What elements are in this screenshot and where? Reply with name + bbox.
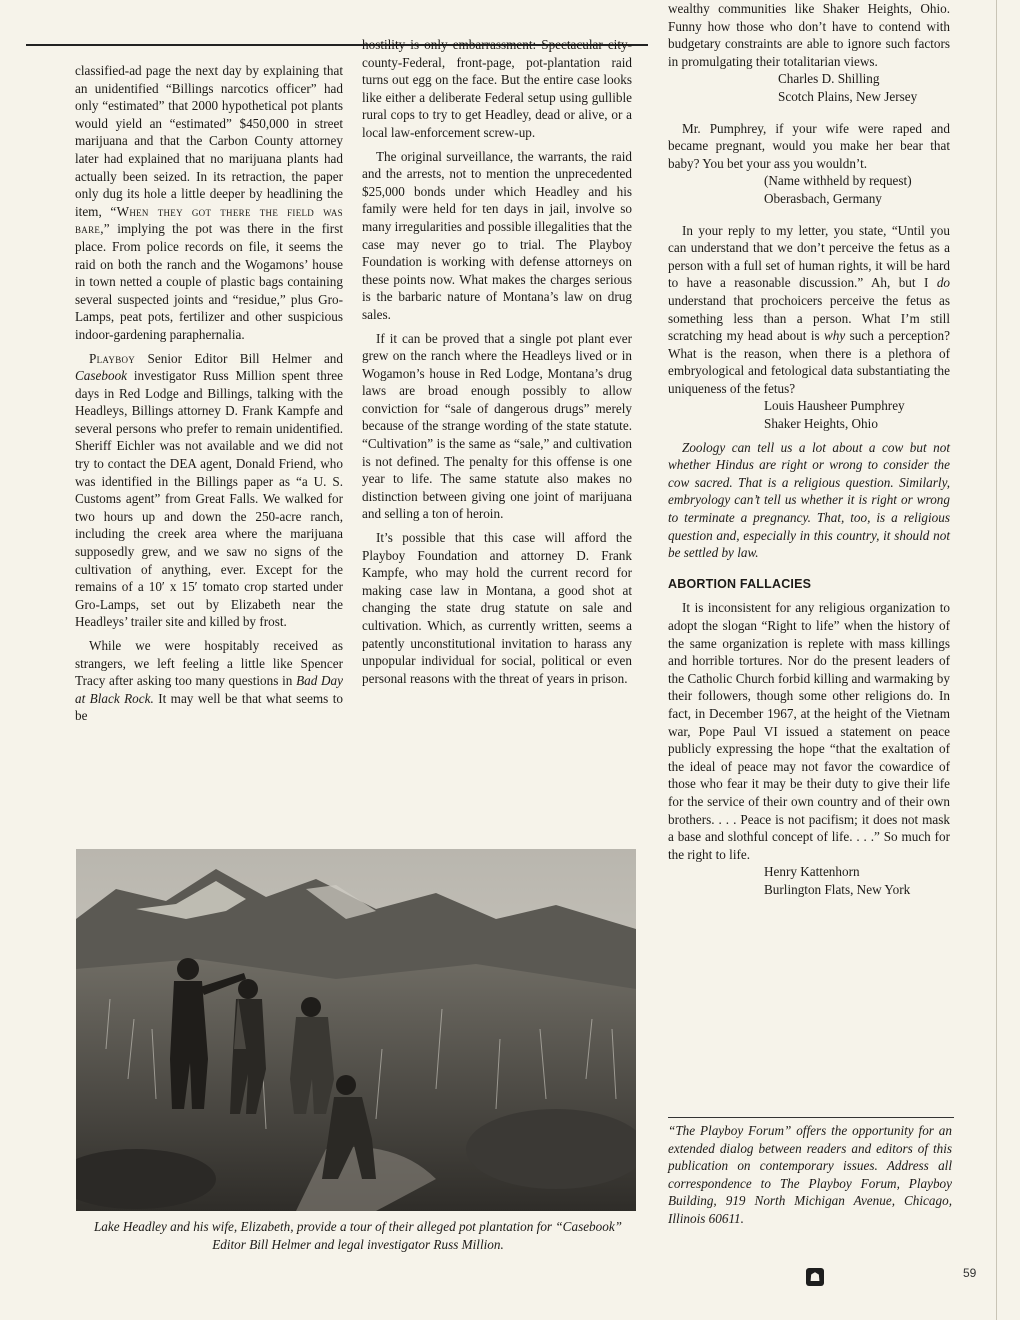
signature-place: Oberasbach, Germany: [764, 190, 882, 206]
column-1: [75, 62, 343, 725]
casebook-title: Casebook: [75, 368, 128, 384]
text-run: investigator Russ Million spent three days in Red Lodge and Billings, talking with the Headleys, Billings attorney D. Frank Kampfe and several persons who prefer to remain unidentified. Sheriff Eichler was not available and we did not try to contact the DEA agent, Donald Friend, who was identified in the Billings paper as “a U. S. Customs agent” from Great Falls. We walked for two hours up and down the 250-acre ranch, including the creek area where the marijuana supposedly grew, and we saw no signs of the cultivation of anything, ever. Except for the remains of a 10′ x 15′ tomato crop started under Gro-Lamps, set out by Elizabeth near the Headleys’ trailer site and killed by frost.: [75, 368, 343, 630]
film-title: Bad Day at Black Rock.: [75, 673, 343, 706]
col3-paragraph-4: It is inconsistent for any religious organization to adopt the slogan “Right to life” when the history of the same organization is replete with mass killings and horrible tortures. Nor do the present leaders of the Catholic Church forbid killing and warmaking by their followers, though some other religions do. In fact, in December 1967, at the height of the Vietnam war, Pope Paul VI issued a statement on peace publicly expressing the hope “that the exaltation of the ideal of peace may not favor the cowardice of those who fear it may be their duty to give their life for the service of their own country and of their own brothers. . . . Peace is not pacifism; it does not mask a base and slothful concept of life. . . .” So much for the right to life.: [668, 600, 950, 862]
text-run: Senior Editor Bill Helmer and: [135, 350, 343, 366]
signature-name: Henry Kattenhorn: [764, 864, 860, 880]
signature-name: Charles D. Shilling: [778, 71, 880, 87]
column-2: [362, 36, 632, 687]
photo-illustration: [76, 849, 636, 1211]
page-edge: [996, 0, 997, 1320]
signature-name: (Name withheld by request): [764, 173, 912, 189]
text-run: implying the pot was there in the first place. From police records on file, it seems the raid on both the ranch and the Wogamons’ house in town netted a couple of plastic bags containing several suspected joints and “residue,” plus Gro-Lamps, peat pots, fertilizer and other suspicious indoor-gardening paraphernalia.: [75, 221, 343, 342]
text-run: understand that prochoicers perceive the fetus as something less than a person. What I’m still scratching my head about is: [668, 292, 950, 344]
col2-paragraph-4: It’s possible that this case will afford the Playboy Foundation and attorney D. Frank Kampfe, who may hold the current record for making case law in Montana, a good shot at changing the state drug statute on sale and cultivation. Which, as currently written, seems a patently unconstitutional invitation to harass any unpopular individual for social, political or even personal reasons with the threat of years in prison.: [362, 530, 632, 686]
rabbit-head-logo-icon: ☗: [806, 1268, 824, 1286]
col2-paragraph-3: If it can be proved that a single pot plant ever grew on the ranch where the Headleys lived or in Wogamon’s house in Red Lodge, Montana’s drug laws are broad enough possibly to allow conviction for “sale of dangerous drugs” merely because of the strange wording of the state statute. “Cultivation” is the same as “sale,” and cultivation is not defined. The penalty for this offense is one year to life. The same statute also makes no distinction between giving one joint of marijuana and selling a ton of heroin.: [362, 330, 632, 522]
forum-note: “The Playboy Forum” offers the opportunity for an extended dialog between readers and editors of this publication on contemporary issues. Address all correspondence to The Playboy Forum, Playboy Building, 919 North Michigan Avenue, Chicago, Illinois 60611.: [668, 1123, 952, 1226]
col2-paragraph-1: hostility is only embarrassment: Spectacular city-county-Federal, front-page, pot-plantation raid turns out egg on the face. But the entire case looks like either a deliberate Federal setup using gullible rural cops to try to get Headley, dead or alive, or a local law-enforcement screw-up.: [362, 37, 632, 140]
signature-place: Burlington Flats, New York: [764, 881, 911, 897]
col2-paragraph-2: The original surveillance, the warrants, the raid and the arrests, not to mention the unprecedented $25,000 bonds under which Headley and his family were held for ten days in jail, involve so many irregularities and possible illegalities that the case may never go to trial. The Playboy Foundation is working with defense attorneys on these points now. What makes the charges serious is the barbaric nature of Montana’s law on drug sales.: [362, 148, 632, 322]
text-run: In your reply to my letter, you state, “Until you can understand that we don’t perceive the fetus as a person with a full set of human rights, it will be hard to have a reasonable discussion.” Ah, but I: [668, 222, 950, 291]
col3-paragraph-2: Mr. Pumphrey, if your wife were raped and became pregnant, would you make her bear that baby? You bet your ass you wouldn’t.: [668, 120, 950, 171]
column-3: [668, 0, 950, 899]
text-run: such a perception? What is the reason, when there is a plethora of embryological and fetological data substantiating the uniqueness of the fetus?: [668, 328, 950, 396]
col1-paragraph-1: [75, 62, 343, 344]
col3-paragraph-1: wealthy communities like Shaker Heights, Ohio. Funny how those who don’t have to contend with budgetary constraints are able to ignore such factors in promulgating their totalitarian views.: [668, 1, 950, 69]
editor-reply: Zoology can tell us a lot about a cow but not whether Hindus are right or wrong to consider the cow sacred. That is a religious question. Similarly, embryology can’t tell us whether it is right or wrong to terminate a pregnancy. That, too, is a religious question and, especially in this country, it should not be settled by law.: [668, 439, 950, 561]
text-run: classified-ad page the next day by explaining that an unidentified “Billings narcotics officer” had only “estimated” that 2000 hypothetical pot plants would yield an “estimated” $450,000 in street marijuana and that the Carbon County attorney later had explained that no marijuana plants had actually been seized. In its retraction, the paper only dug its hole a little deeper by headlining the item,: [75, 63, 343, 219]
signature-place: Scotch Plains, New Jersey: [778, 88, 918, 104]
signature-place: Shaker Heights, Ohio: [764, 416, 878, 432]
emphasis: do: [936, 275, 950, 291]
emphasis: why: [824, 328, 846, 344]
page-number: 59: [963, 1266, 977, 1280]
signature-name: Louis Hausheer Pumphrey: [764, 398, 905, 414]
magazine-name: Playboy: [89, 350, 136, 366]
section-heading: ABORTION FALLACIES: [668, 576, 812, 591]
text-run: It may well be that what seems to be: [75, 690, 343, 724]
col3-paragraph-3: [668, 222, 950, 398]
photo-caption: Lake Headley and his wife, Elizabeth, provide a tour of their alleged pot plantation for “Casebook” Editor Bill Helmer and legal investigator Russ Million.: [93, 1219, 623, 1252]
text-run: While we were hospitably received as strangers, we left feeling a little like Spencer Tracy after asking too many questions in: [75, 638, 343, 689]
col1-paragraph-3: [75, 637, 343, 725]
col1-paragraph-2: [75, 350, 343, 632]
headline-quote: “When they got there the field was bare,”: [75, 203, 343, 237]
footer-rule: [668, 1117, 954, 1118]
ranch-photo: [76, 849, 636, 1211]
